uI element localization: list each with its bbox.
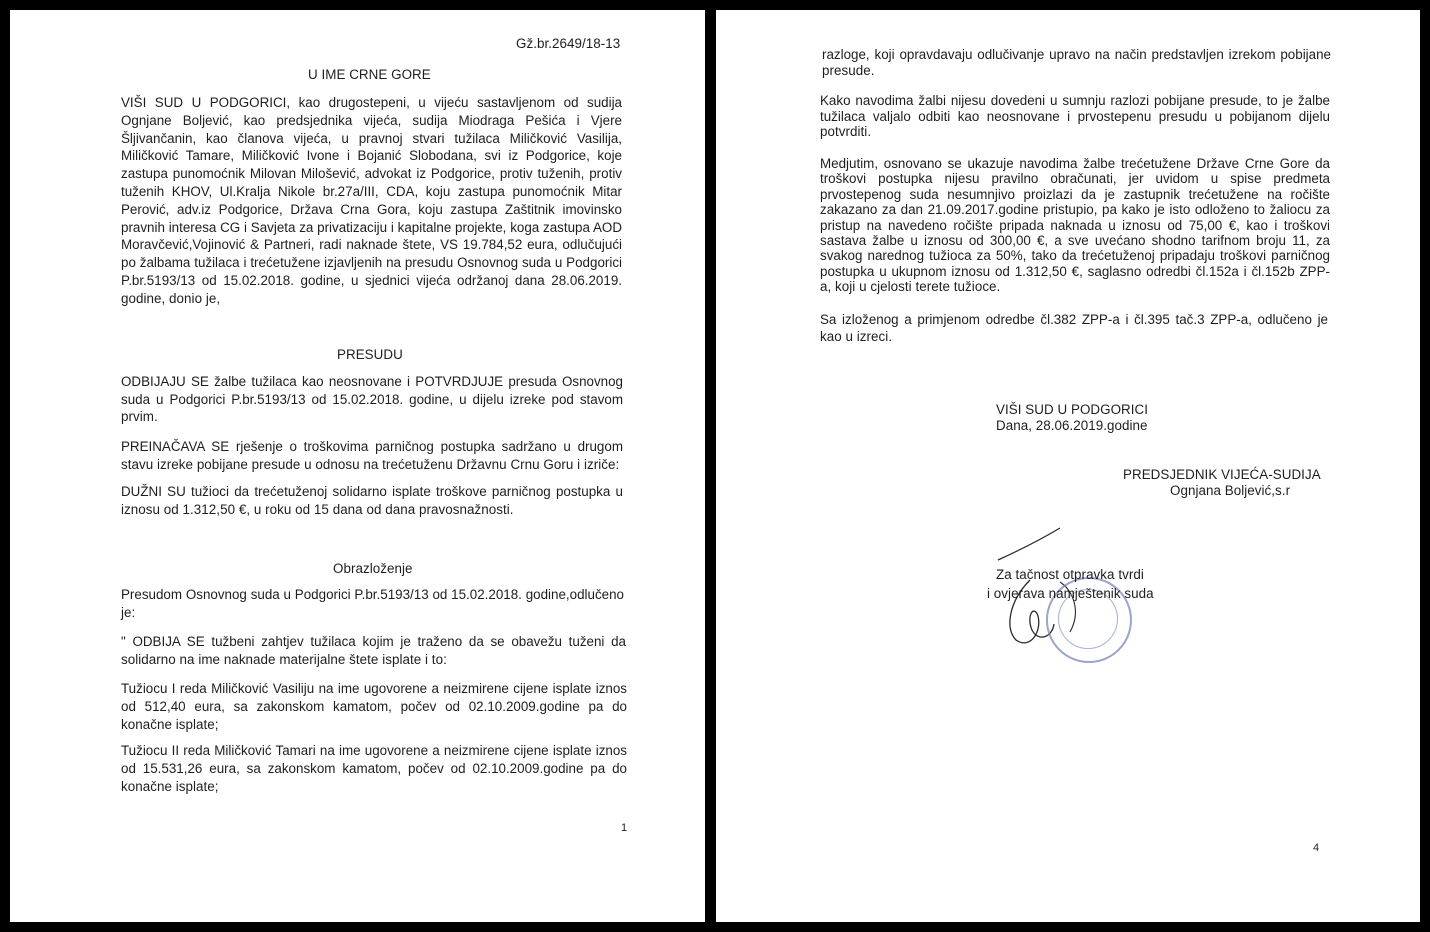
- text-line: konačne isplate;: [121, 716, 219, 732]
- text-line: pristup na navedeno ročište pripada naknada u iznosu od 75,00 €, kao i troškovi: [820, 217, 1330, 233]
- text-line: po žalbama tužilaca i trećetužene izjavljenih na presudu Osnovnog suda u Podgorici: [121, 255, 622, 271]
- text-line: solidarno na ime naknade materijalne štete isplate i to:: [121, 651, 447, 667]
- document-heading: U IME CRNE GORE: [308, 67, 431, 82]
- text-line: Ognjane Boljević, kao predsjednika vijeća, sudija Miodraga Pešića i Vjere: [121, 112, 622, 128]
- text-line: Medjutim, osnovano se ukazuje navodima žalbe trećetužene Države Crne Gore da: [820, 156, 1330, 171]
- text-line: ODBIJAJU SE žalbe tužilaca kao neosnovane i POTVRDJUJE presuda Osnovnog: [121, 374, 623, 389]
- text-line: je:: [121, 604, 136, 620]
- page-number-left: 1: [621, 822, 628, 834]
- text-line: pravnih interesa CG i Savjeta za privatizaciju i kapitalne projekte, koga zastupa AOD: [121, 219, 622, 235]
- text-line: VIŠI SUD U PODGORICI, kao drugostepeni, u vijeću sastavljenom od sudija: [121, 95, 622, 110]
- case-number: Gž.br.2649/18-13: [516, 36, 621, 51]
- text-line: presude.: [822, 63, 875, 78]
- text-line: tuženih KHOV, Ul.Kralja Nikole br.27a/III, CDA, koju zastupa punomoćnik Mitar: [121, 184, 622, 199]
- text-line: Šljivančanin, kao članova vijeća, u pravnoj stvari tužilaca Miličković Vasilija,: [121, 130, 622, 146]
- text-line: prvostepenog suda nesumnjivo proizlazi da je zastupnik trećetužene na ročište: [820, 186, 1330, 202]
- text-line: Presudom Osnovnog suda u Podgorici P.br.5193/13 od 15.02.2018. godine,odlučeno: [121, 587, 624, 602]
- certification-line-1: Za tačnost otpravka tvrdi: [996, 567, 1144, 582]
- certification-line-2: i ovjerava namještenik suda: [987, 586, 1154, 601]
- text-line: postupka u ukupnom iznosu od 1.312,50 €, saglasno odredbi čl.152a i čl.152b ZPP-: [820, 263, 1330, 279]
- text-line: sastava žalbe u iznosu od 300,00 €, a sve uvećano shodno tarifnom broju 11, za: [820, 233, 1330, 248]
- text-line: Tužiocu II reda Miličković Tamari na ime ugovorene a neizmirene cijene isplate iznos: [121, 743, 627, 758]
- text-line: konačne isplate;: [121, 778, 219, 794]
- text-line: godine, donio je,: [121, 290, 221, 306]
- text-line: potvrditi.: [820, 124, 872, 139]
- text-line: zastupa punomoćnik Milovan Milošević, advokat iz Podgorice, protiv tuženih, protiv: [121, 166, 622, 182]
- text-line: zakazano za dan 21.09.2017.godine pristupio, pa kako je isto odloženo to žaliocu za: [820, 202, 1330, 218]
- text-line: Tužiocu I reda Miličković Vasiliju na ime ugovorene a neizmirene cijene isplate iznos: [121, 681, 627, 696]
- text-line: a, koji u cjelosti terete tužioce.: [820, 279, 1001, 295]
- text-line: Sa izloženog a primjenom odredbe čl.382 ZPP-a i čl.395 tač.3 ZPP-a, odlučeno je: [820, 312, 1328, 327]
- text-line: Kako navodima žalbi nijesu dovedeni u sumnju razlozi pobijane presude, to je žalbe: [820, 93, 1330, 108]
- date-line: Dana, 28.06.2019.godine: [996, 418, 1148, 433]
- president-title: PREDSJEDNIK VIJEĆA-SUDIJA: [1123, 467, 1321, 482]
- text-line: svakog narednog tužioca za 50%, tako da trećetuženoj pripadaju troškovi parničnog: [820, 248, 1330, 264]
- text-line: stavu izreke pobijane presude u odnosu na trećetuženu Državnu Crnu Goru i izriče:: [121, 456, 620, 472]
- page-number-right: 4: [1313, 842, 1320, 854]
- verdict-title: PRESUDU: [337, 347, 403, 362]
- text-line: kao u izreci.: [820, 328, 893, 344]
- text-line: razloge, koji opravdavaju odlučivanje upravo na način predstavljen izrekom pobijane: [822, 47, 1331, 62]
- text-line: Miličković Tamare, Miličković Ivone i Bojanić Slobodana, svi iz Podgorice, koje: [121, 148, 622, 164]
- text-line: suda u Podgorici P.br.5193/13 od 15.02.2018. godine, u dijelu izreke pod stavom: [121, 391, 623, 407]
- president-name: Ognjana Boljević,s.r: [1170, 483, 1291, 498]
- text-line: od 15.531,26 eura, sa zakonskom kamatom, počev od 02.10.2009.godine pa do: [121, 760, 627, 776]
- text-line: PREINAČAVA SE rješenje o troškovima parničnog postupka sadržano u drugom: [121, 439, 623, 454]
- text-line: prvim.: [121, 409, 158, 424]
- text-line: tužilaca valjalo odbiti kao neosnovane i prvostepenu presudu u pobijanom dijelu: [820, 108, 1330, 124]
- text-line: troškovi postupka nijesu pravilno obračunati, jer uvidom u spise predmeta: [820, 171, 1330, 187]
- text-line: " ODBIJA SE tužbeni zahtjev tužilaca kojim je traženo da se obavežu tuženi da: [121, 634, 626, 649]
- text-line: iznosu od 1.312,50 €, u roku od 15 dana od dana pravosnažnosti.: [121, 501, 514, 517]
- text-line: od 512,40 eura, sa zakonskom kamatom, počev od 02.10.2009.godine pa do: [121, 698, 627, 714]
- reasoning-title: Obrazloženje: [333, 561, 413, 576]
- text-line: DUŽNI SU tužioci da trećetuženoj solidarno isplate troškove parničnog postupka u: [121, 484, 623, 499]
- text-line: P.br.5193/13 od 15.02.2018. godine, u sjednici vijeća održanoj dana 28.06.2019.: [121, 273, 622, 288]
- text-line: Perović, adv.iz Podgorice, Država Crna Gora, koju zastupa Zaštitnik imovinsko: [121, 201, 622, 217]
- court-name: VIŠI SUD U PODGORICI: [996, 402, 1149, 417]
- text-line: Moravčević,Vojinović & Partneri, radi naknade štete, VS 19.784,52 eura, odlučujući: [121, 237, 622, 253]
